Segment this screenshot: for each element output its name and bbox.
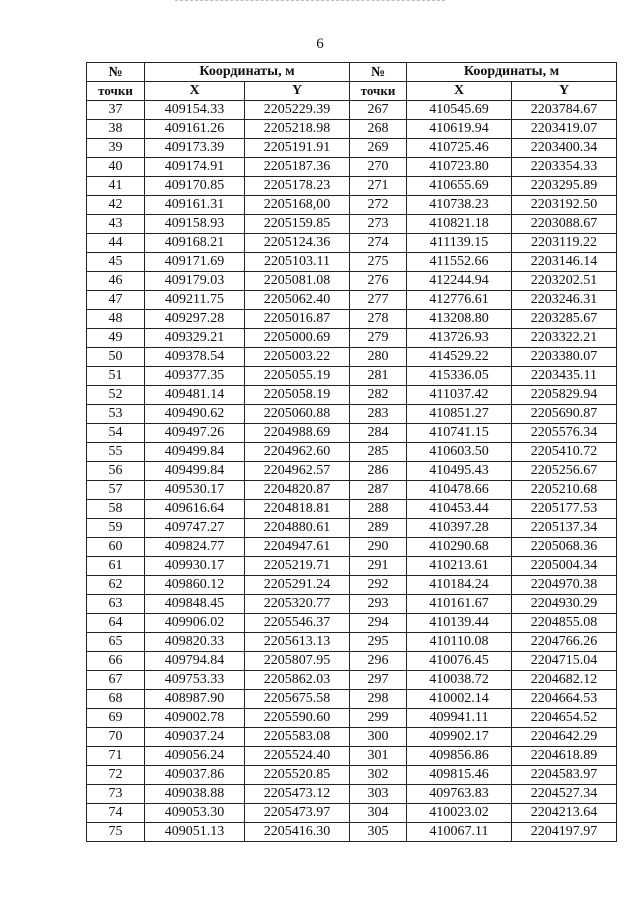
table-row bbox=[87, 329, 617, 348]
table-body bbox=[87, 101, 617, 842]
table-row bbox=[87, 709, 617, 728]
left-x-value: 409053.30 bbox=[145, 804, 245, 823]
right-point-number: 278 bbox=[350, 310, 407, 329]
table-row bbox=[87, 101, 617, 120]
left-point-number-header: № bbox=[87, 63, 145, 82]
left-point-number: 54 bbox=[87, 424, 145, 443]
left-y-value: 2205675.58 bbox=[245, 690, 350, 709]
right-y-value: 2205210.68 bbox=[512, 481, 617, 500]
table-row bbox=[87, 310, 617, 329]
right-point-number: 296 bbox=[350, 652, 407, 671]
right-y-value: 2204618.89 bbox=[512, 747, 617, 766]
top-rule bbox=[175, 0, 445, 2]
left-x-value: 409481.14 bbox=[145, 386, 245, 405]
right-y-value: 2203784.67 bbox=[512, 101, 617, 120]
right-y-value: 2205256.67 bbox=[512, 462, 617, 481]
right-point-number: 270 bbox=[350, 158, 407, 177]
left-y-value: 2204947.61 bbox=[245, 538, 350, 557]
left-x-value: 409860.12 bbox=[145, 576, 245, 595]
table-row bbox=[87, 405, 617, 424]
left-point-number: 50 bbox=[87, 348, 145, 367]
right-y-value: 2205004.34 bbox=[512, 557, 617, 576]
left-y-value: 2205058.19 bbox=[245, 386, 350, 405]
right-y-value: 2204855.08 bbox=[512, 614, 617, 633]
left-point-number: 55 bbox=[87, 443, 145, 462]
table-row bbox=[87, 595, 617, 614]
table-row bbox=[87, 291, 617, 310]
right-x-value: 410495.43 bbox=[407, 462, 512, 481]
right-y-value: 2205410.72 bbox=[512, 443, 617, 462]
left-x-value: 409378.54 bbox=[145, 348, 245, 367]
right-x-value: 410725.46 bbox=[407, 139, 512, 158]
right-point-number: 300 bbox=[350, 728, 407, 747]
table-row bbox=[87, 823, 617, 842]
left-y-value: 2205416.30 bbox=[245, 823, 350, 842]
table-row bbox=[87, 272, 617, 291]
right-x-value: 410821.18 bbox=[407, 215, 512, 234]
left-y-value: 2205055.19 bbox=[245, 367, 350, 386]
left-x-value: 409056.24 bbox=[145, 747, 245, 766]
left-x-value: 409174.91 bbox=[145, 158, 245, 177]
left-x-value: 409490.62 bbox=[145, 405, 245, 424]
table-row bbox=[87, 481, 617, 500]
left-point-number: 40 bbox=[87, 158, 145, 177]
left-point-number: 67 bbox=[87, 671, 145, 690]
table-row bbox=[87, 177, 617, 196]
right-point-number: 284 bbox=[350, 424, 407, 443]
right-point-number: 301 bbox=[350, 747, 407, 766]
right-y-value: 2204197.97 bbox=[512, 823, 617, 842]
table-row bbox=[87, 462, 617, 481]
left-point-number: 43 bbox=[87, 215, 145, 234]
table-row bbox=[87, 120, 617, 139]
right-point-number: 273 bbox=[350, 215, 407, 234]
right-y-value: 2205690.87 bbox=[512, 405, 617, 424]
table-row bbox=[87, 139, 617, 158]
right-x-value: 410397.28 bbox=[407, 519, 512, 538]
left-x-value: 409158.93 bbox=[145, 215, 245, 234]
left-x-value: 409171.69 bbox=[145, 253, 245, 272]
right-x-value: 410741.15 bbox=[407, 424, 512, 443]
right-y-value: 2204970.38 bbox=[512, 576, 617, 595]
left-x-value: 409753.33 bbox=[145, 671, 245, 690]
right-point-number: 290 bbox=[350, 538, 407, 557]
table-row bbox=[87, 747, 617, 766]
left-y-value: 2205524.40 bbox=[245, 747, 350, 766]
table-row bbox=[87, 690, 617, 709]
right-x-value: 409763.83 bbox=[407, 785, 512, 804]
right-x-value: 410723.80 bbox=[407, 158, 512, 177]
right-point-number: 295 bbox=[350, 633, 407, 652]
table-row bbox=[87, 728, 617, 747]
right-x-value: 410139.44 bbox=[407, 614, 512, 633]
right-point-number: 302 bbox=[350, 766, 407, 785]
right-point-sub-header: точки bbox=[350, 82, 407, 101]
right-y-value: 2205137.34 bbox=[512, 519, 617, 538]
left-y-value: 2205229.39 bbox=[245, 101, 350, 120]
left-x-value: 409497.26 bbox=[145, 424, 245, 443]
right-point-number: 303 bbox=[350, 785, 407, 804]
left-point-number: 60 bbox=[87, 538, 145, 557]
right-point-number: 279 bbox=[350, 329, 407, 348]
left-x-value: 409002.78 bbox=[145, 709, 245, 728]
right-x-value: 415336.05 bbox=[407, 367, 512, 386]
table-row bbox=[87, 158, 617, 177]
right-x-value: 410067.11 bbox=[407, 823, 512, 842]
left-y-value: 2205159.85 bbox=[245, 215, 350, 234]
right-x-value: 409941.11 bbox=[407, 709, 512, 728]
table-row bbox=[87, 215, 617, 234]
right-point-number: 289 bbox=[350, 519, 407, 538]
right-y-value: 2203088.67 bbox=[512, 215, 617, 234]
right-x-value: 410851.27 bbox=[407, 405, 512, 424]
right-x-header: X bbox=[407, 82, 512, 101]
right-x-value: 410603.50 bbox=[407, 443, 512, 462]
left-x-value: 409848.45 bbox=[145, 595, 245, 614]
left-point-number: 70 bbox=[87, 728, 145, 747]
right-point-number: 285 bbox=[350, 443, 407, 462]
left-point-number: 46 bbox=[87, 272, 145, 291]
right-x-value: 410213.61 bbox=[407, 557, 512, 576]
left-point-number: 47 bbox=[87, 291, 145, 310]
left-x-value: 409616.64 bbox=[145, 500, 245, 519]
right-x-value: 410110.08 bbox=[407, 633, 512, 652]
right-y-value: 2204682.12 bbox=[512, 671, 617, 690]
left-y-value: 2205168,00 bbox=[245, 196, 350, 215]
left-point-number: 71 bbox=[87, 747, 145, 766]
right-y-value: 2203435.11 bbox=[512, 367, 617, 386]
right-x-value: 411139.15 bbox=[407, 234, 512, 253]
left-x-value: 409161.31 bbox=[145, 196, 245, 215]
left-x-value: 409037.24 bbox=[145, 728, 245, 747]
right-y-value: 2203295.89 bbox=[512, 177, 617, 196]
left-y-value: 2205003.22 bbox=[245, 348, 350, 367]
left-x-value: 409820.33 bbox=[145, 633, 245, 652]
left-y-value: 2205219.71 bbox=[245, 557, 350, 576]
left-point-number: 51 bbox=[87, 367, 145, 386]
left-point-number: 74 bbox=[87, 804, 145, 823]
right-x-value: 413726.93 bbox=[407, 329, 512, 348]
right-point-number: 292 bbox=[350, 576, 407, 595]
left-coordinates-header: Координаты, м bbox=[145, 63, 350, 82]
right-x-value: 410738.23 bbox=[407, 196, 512, 215]
left-x-value: 409530.17 bbox=[145, 481, 245, 500]
left-y-value: 2205291.24 bbox=[245, 576, 350, 595]
right-x-value: 412244.94 bbox=[407, 272, 512, 291]
left-y-value: 2205060.88 bbox=[245, 405, 350, 424]
right-x-value: 410453.44 bbox=[407, 500, 512, 519]
left-point-number: 37 bbox=[87, 101, 145, 120]
right-point-number: 297 bbox=[350, 671, 407, 690]
left-y-value: 2204988.69 bbox=[245, 424, 350, 443]
right-y-value: 2203400.34 bbox=[512, 139, 617, 158]
right-x-value: 410161.67 bbox=[407, 595, 512, 614]
left-x-value: 409329.21 bbox=[145, 329, 245, 348]
right-y-value: 2204527.34 bbox=[512, 785, 617, 804]
right-point-number: 281 bbox=[350, 367, 407, 386]
right-y-value: 2203322.21 bbox=[512, 329, 617, 348]
left-x-value: 409906.02 bbox=[145, 614, 245, 633]
left-y-value: 2204962.60 bbox=[245, 443, 350, 462]
right-point-number: 293 bbox=[350, 595, 407, 614]
table-row bbox=[87, 633, 617, 652]
left-x-value: 409170.85 bbox=[145, 177, 245, 196]
left-point-number: 64 bbox=[87, 614, 145, 633]
right-point-number-header: № bbox=[350, 63, 407, 82]
right-point-number: 287 bbox=[350, 481, 407, 500]
left-point-number: 69 bbox=[87, 709, 145, 728]
table-row bbox=[87, 652, 617, 671]
left-x-value: 409297.28 bbox=[145, 310, 245, 329]
left-x-value: 409824.77 bbox=[145, 538, 245, 557]
right-x-value: 410290.68 bbox=[407, 538, 512, 557]
right-x-value: 411552.66 bbox=[407, 253, 512, 272]
left-x-value: 409794.84 bbox=[145, 652, 245, 671]
left-y-value: 2205218.98 bbox=[245, 120, 350, 139]
left-y-value: 2205613.13 bbox=[245, 633, 350, 652]
left-point-number: 53 bbox=[87, 405, 145, 424]
table-row bbox=[87, 519, 617, 538]
left-x-value: 409161.26 bbox=[145, 120, 245, 139]
right-point-number: 277 bbox=[350, 291, 407, 310]
right-point-number: 271 bbox=[350, 177, 407, 196]
right-point-number: 282 bbox=[350, 386, 407, 405]
left-y-value: 2205546.37 bbox=[245, 614, 350, 633]
right-x-value: 410545.69 bbox=[407, 101, 512, 120]
left-y-value: 2205191.91 bbox=[245, 139, 350, 158]
right-x-value: 410184.24 bbox=[407, 576, 512, 595]
right-y-value: 2204715.04 bbox=[512, 652, 617, 671]
right-y-value: 2203380.07 bbox=[512, 348, 617, 367]
left-y-header: Y bbox=[245, 82, 350, 101]
table-row bbox=[87, 424, 617, 443]
right-x-value: 410619.94 bbox=[407, 120, 512, 139]
right-point-number: 294 bbox=[350, 614, 407, 633]
left-y-value: 2204820.87 bbox=[245, 481, 350, 500]
left-point-number: 41 bbox=[87, 177, 145, 196]
left-x-value: 409038.88 bbox=[145, 785, 245, 804]
right-point-number: 275 bbox=[350, 253, 407, 272]
left-point-number: 58 bbox=[87, 500, 145, 519]
table-row bbox=[87, 614, 617, 633]
right-y-value: 2205068.36 bbox=[512, 538, 617, 557]
left-y-value: 2205178.23 bbox=[245, 177, 350, 196]
left-y-value: 2205807.95 bbox=[245, 652, 350, 671]
left-point-number: 68 bbox=[87, 690, 145, 709]
table-row bbox=[87, 576, 617, 595]
table-row bbox=[87, 804, 617, 823]
right-x-value: 411037.42 bbox=[407, 386, 512, 405]
left-point-number: 52 bbox=[87, 386, 145, 405]
right-point-number: 286 bbox=[350, 462, 407, 481]
right-x-value: 409902.17 bbox=[407, 728, 512, 747]
left-x-value: 409930.17 bbox=[145, 557, 245, 576]
table-row bbox=[87, 234, 617, 253]
left-y-value: 2205320.77 bbox=[245, 595, 350, 614]
left-point-number: 66 bbox=[87, 652, 145, 671]
left-x-value: 409377.35 bbox=[145, 367, 245, 386]
table-row bbox=[87, 500, 617, 519]
table-row bbox=[87, 367, 617, 386]
right-y-value: 2203354.33 bbox=[512, 158, 617, 177]
right-y-value: 2203419.07 bbox=[512, 120, 617, 139]
left-point-number: 49 bbox=[87, 329, 145, 348]
right-x-value: 414529.22 bbox=[407, 348, 512, 367]
left-point-number: 75 bbox=[87, 823, 145, 842]
right-y-value: 2203146.14 bbox=[512, 253, 617, 272]
left-y-value: 2205473.12 bbox=[245, 785, 350, 804]
right-y-value: 2205829.94 bbox=[512, 386, 617, 405]
table-row bbox=[87, 253, 617, 272]
left-x-value: 409037.86 bbox=[145, 766, 245, 785]
left-x-value: 409154.33 bbox=[145, 101, 245, 120]
left-x-value: 409179.03 bbox=[145, 272, 245, 291]
left-y-value: 2204818.81 bbox=[245, 500, 350, 519]
left-point-number: 45 bbox=[87, 253, 145, 272]
right-y-value: 2203192.50 bbox=[512, 196, 617, 215]
left-y-value: 2205862.03 bbox=[245, 671, 350, 690]
left-point-number: 38 bbox=[87, 120, 145, 139]
right-y-value: 2205177.53 bbox=[512, 500, 617, 519]
right-y-value: 2203119.22 bbox=[512, 234, 617, 253]
right-point-number: 288 bbox=[350, 500, 407, 519]
right-point-number: 268 bbox=[350, 120, 407, 139]
left-y-value: 2205081.08 bbox=[245, 272, 350, 291]
right-point-number: 280 bbox=[350, 348, 407, 367]
left-x-value: 409051.13 bbox=[145, 823, 245, 842]
right-x-value: 410076.45 bbox=[407, 652, 512, 671]
right-x-value: 409815.46 bbox=[407, 766, 512, 785]
right-point-number: 274 bbox=[350, 234, 407, 253]
table-row bbox=[87, 766, 617, 785]
header-row-top bbox=[87, 63, 617, 82]
left-y-value: 2205520.85 bbox=[245, 766, 350, 785]
right-point-number: 283 bbox=[350, 405, 407, 424]
right-x-value: 410655.69 bbox=[407, 177, 512, 196]
left-point-number: 48 bbox=[87, 310, 145, 329]
right-x-value: 409856.86 bbox=[407, 747, 512, 766]
right-y-value: 2204583.97 bbox=[512, 766, 617, 785]
right-y-value: 2205576.34 bbox=[512, 424, 617, 443]
right-point-number: 305 bbox=[350, 823, 407, 842]
right-point-number: 298 bbox=[350, 690, 407, 709]
left-x-value: 409168.21 bbox=[145, 234, 245, 253]
left-point-number: 59 bbox=[87, 519, 145, 538]
right-y-value: 2204766.26 bbox=[512, 633, 617, 652]
right-point-number: 267 bbox=[350, 101, 407, 120]
left-point-number: 62 bbox=[87, 576, 145, 595]
right-point-number: 276 bbox=[350, 272, 407, 291]
table-row bbox=[87, 785, 617, 804]
right-y-value: 2204654.52 bbox=[512, 709, 617, 728]
right-y-value: 2203246.31 bbox=[512, 291, 617, 310]
right-y-value: 2203285.67 bbox=[512, 310, 617, 329]
left-x-value: 408987.90 bbox=[145, 690, 245, 709]
left-point-number: 56 bbox=[87, 462, 145, 481]
right-y-value: 2204930.29 bbox=[512, 595, 617, 614]
left-y-value: 2205124.36 bbox=[245, 234, 350, 253]
right-point-number: 291 bbox=[350, 557, 407, 576]
right-y-header: Y bbox=[512, 82, 617, 101]
table-row bbox=[87, 538, 617, 557]
left-y-value: 2205187.36 bbox=[245, 158, 350, 177]
left-point-number: 42 bbox=[87, 196, 145, 215]
left-x-value: 409499.84 bbox=[145, 462, 245, 481]
header-row-bottom bbox=[87, 82, 617, 101]
table-row bbox=[87, 386, 617, 405]
right-x-value: 410023.02 bbox=[407, 804, 512, 823]
right-point-number: 304 bbox=[350, 804, 407, 823]
left-y-value: 2205016.87 bbox=[245, 310, 350, 329]
left-y-value: 2205590.60 bbox=[245, 709, 350, 728]
left-y-value: 2205473.97 bbox=[245, 804, 350, 823]
right-x-value: 410002.14 bbox=[407, 690, 512, 709]
left-y-value: 2205000.69 bbox=[245, 329, 350, 348]
left-point-number: 39 bbox=[87, 139, 145, 158]
right-y-value: 2204213.64 bbox=[512, 804, 617, 823]
left-point-number: 73 bbox=[87, 785, 145, 804]
right-x-value: 412776.61 bbox=[407, 291, 512, 310]
left-x-value: 409499.84 bbox=[145, 443, 245, 462]
page-number: 6 bbox=[316, 36, 324, 52]
left-x-header: X bbox=[145, 82, 245, 101]
right-x-value: 413208.80 bbox=[407, 310, 512, 329]
left-y-value: 2204880.61 bbox=[245, 519, 350, 538]
right-point-number: 299 bbox=[350, 709, 407, 728]
right-point-number: 272 bbox=[350, 196, 407, 215]
right-x-value: 410038.72 bbox=[407, 671, 512, 690]
table-row bbox=[87, 671, 617, 690]
left-y-value: 2205062.40 bbox=[245, 291, 350, 310]
right-y-value: 2203202.51 bbox=[512, 272, 617, 291]
coordinates-table bbox=[86, 62, 617, 842]
table-row bbox=[87, 348, 617, 367]
right-y-value: 2204642.29 bbox=[512, 728, 617, 747]
table-row bbox=[87, 196, 617, 215]
right-y-value: 2204664.53 bbox=[512, 690, 617, 709]
left-y-value: 2205103.11 bbox=[245, 253, 350, 272]
table-row bbox=[87, 443, 617, 462]
right-x-value: 410478.66 bbox=[407, 481, 512, 500]
left-x-value: 409211.75 bbox=[145, 291, 245, 310]
left-point-sub-header: точки bbox=[87, 82, 145, 101]
table-row bbox=[87, 557, 617, 576]
left-point-number: 72 bbox=[87, 766, 145, 785]
left-point-number: 61 bbox=[87, 557, 145, 576]
left-point-number: 63 bbox=[87, 595, 145, 614]
left-y-value: 2204962.57 bbox=[245, 462, 350, 481]
left-point-number: 57 bbox=[87, 481, 145, 500]
left-x-value: 409173.39 bbox=[145, 139, 245, 158]
left-x-value: 409747.27 bbox=[145, 519, 245, 538]
right-point-number: 269 bbox=[350, 139, 407, 158]
left-y-value: 2205583.08 bbox=[245, 728, 350, 747]
left-point-number: 65 bbox=[87, 633, 145, 652]
right-coordinates-header: Координаты, м bbox=[407, 63, 617, 82]
left-point-number: 44 bbox=[87, 234, 145, 253]
